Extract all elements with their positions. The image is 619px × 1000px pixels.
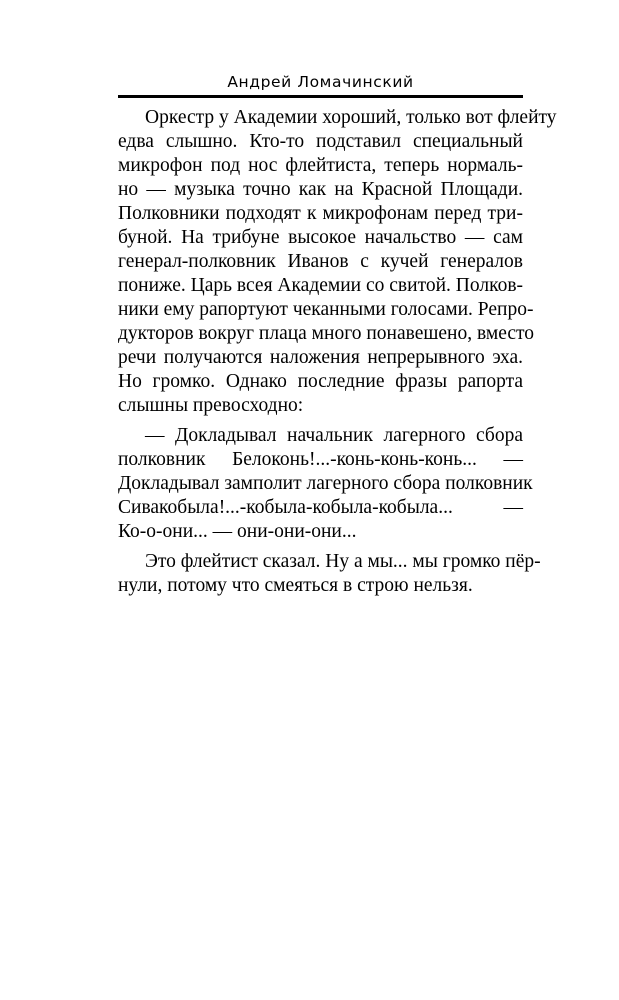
text-line: генерал-полковник Иванов с кучей генералов (118, 251, 523, 272)
text-line: Это флейтист сказал. Ну а мы... мы громко пёр- (145, 551, 541, 572)
body-text (118, 106, 557, 598)
text-line: дукторов вокруг плаца много понавешено, вместо (118, 323, 535, 344)
text-line: Полковники подходят к микрофонам перед три- (118, 203, 523, 224)
text-line: полковник Белоконь!...-конь-конь-конь... — (118, 449, 523, 470)
text-line: слышны превосходно: (118, 395, 304, 416)
text-line: нули, потому что смеяться в строю нельзя. (118, 575, 473, 596)
text-line: Докладывал замполит лагерного сбора полковник (118, 473, 533, 494)
text-line: буной. На трибуне высокое начальство — сам (118, 227, 523, 248)
running-header: Андрей Ломачинский (227, 73, 414, 91)
text-line: ники ему рапортуют чеканными голосами. Репро- (118, 299, 534, 320)
paragraph-2 (118, 424, 533, 544)
text-line: пониже. Царь всея Академии со свитой. Полков- (118, 275, 524, 296)
paragraph-1 (118, 106, 557, 418)
text-line: Оркестр у Академии хороший, только вот флейту (145, 107, 557, 128)
text-line: — Докладывал начальник лагерного сбора (145, 425, 523, 446)
text-line: речи получаются наложения непрерывного эха. (118, 347, 523, 368)
text-line: но — музыка точно как на Красной Площади. (118, 179, 523, 200)
text-line: Ко-о-они... — они-они-они... (118, 521, 357, 542)
text-line: едва слышно. Кто-то подставил специальный (118, 131, 523, 152)
text-line: Сивакобыла!...-кобыла-кобыла-кобыла... — (118, 497, 523, 518)
header-rule (118, 95, 523, 98)
text-line: микрофон под нос флейтиста, теперь нормаль- (118, 155, 523, 176)
text-line: Но громко. Однако последние фразы рапорта (118, 371, 523, 392)
paragraph-3 (118, 550, 541, 598)
